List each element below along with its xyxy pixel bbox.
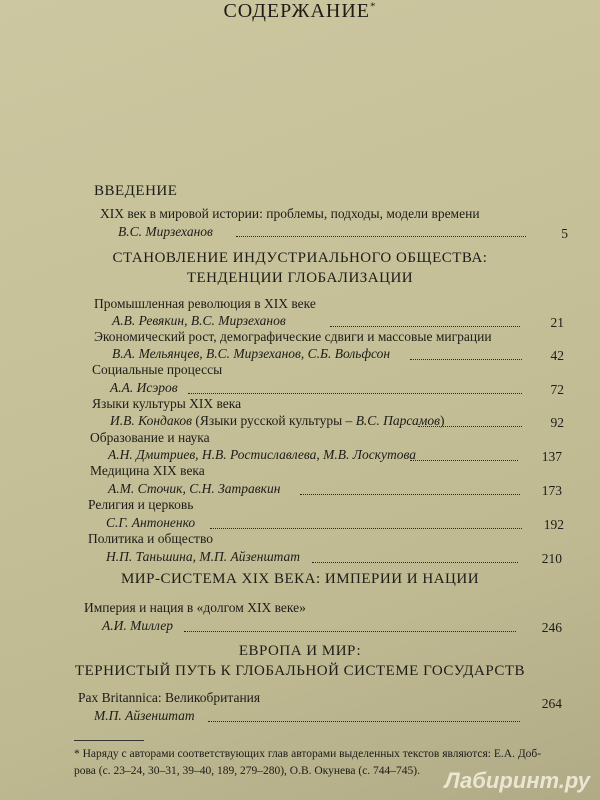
entry-author: А.М. Сточик, С.Н. Затравкин [108,481,281,496]
entry-title: Образование и наука [90,430,210,445]
page-number: 137 [541,449,562,464]
entry-author: И.В. Кондаков (Языки русской культуры – В.С. Парсамов) [110,413,445,428]
page-number: 92 [550,415,564,430]
section-heading-industrial-1: СТАНОВЛЕНИЕ ИНДУСТРИАЛЬНОГО ОБЩЕСТВА: [112,250,488,266]
entry-author: А.Н. Дмитриев, Н.В. Ростиславлева, М.В. Лоскутова [108,447,417,462]
leader-dots [184,631,516,632]
entry-title: Медицина XIX века [90,463,205,478]
section-heading-intro: ВВЕДЕНИЕ [94,183,178,199]
entry-title: Социальные процессы [92,362,223,377]
footnote-rule [74,740,144,741]
section-heading-industrial-2: ТЕНДЕНЦИИ ГЛОБАЛИЗАЦИИ [186,270,414,286]
footnote-line-1: * Наряду с авторами соответствующих глав авторами выделенных текстов являются: Е.А. Доб- [74,748,542,760]
entry-title-world-system: Империя и нация в «долгом XIX веке» [84,600,306,615]
leader-dots [418,426,522,427]
page-number: 192 [543,517,564,532]
page-number: 210 [541,551,562,566]
entry-author: А.А. Исэров [110,380,178,395]
page-number-europe: 264 [541,696,562,711]
entry-title: Религия и церковь [88,497,194,512]
leader-dots [208,721,520,722]
leader-dots [188,393,522,394]
leader-dots [312,562,518,563]
page-number: 173 [541,483,562,498]
leader-dots [410,359,522,360]
entry-title: Экономический рост, демографические сдвиги и массовые миграции [94,329,492,344]
page-number: 42 [550,348,564,363]
entry-author-europe: М.П. Айзенштат [94,708,195,723]
entry-author: С.Г. Антоненко [106,515,196,530]
page-number-intro: 5 [561,226,568,241]
entry-author: Н.П. Таньшина, М.П. Айзенштат [106,549,301,564]
entry-title-europe: Pax Britannica: Великобритания [78,690,261,705]
leader-dots [236,236,526,237]
leader-dots [410,460,518,461]
page-number: 72 [550,382,564,397]
leader-dots [330,326,520,327]
leader-dots [210,528,522,529]
entry-author: А.В. Ревякин, В.С. Мирзеханов [112,313,286,328]
section-heading-europe-1: ЕВРОПА И МИР: [238,643,362,659]
section-heading-world-system: МИР-СИСТЕМА XIX ВЕКА: ИМПЕРИИ И НАЦИИ [120,571,480,587]
watermark-logo: Лабиринт.ру [444,768,590,793]
entry-author-world-system: А.И. Миллер [102,618,173,633]
leader-dots [300,494,520,495]
entry-title: Политика и общество [88,531,213,546]
entry-title-intro: XIX век в мировой истории: проблемы, подходы, модели времени [100,206,480,221]
entry-author: В.А. Мельянцев, В.С. Мирзеханов, С.Б. Вольфсон [112,346,391,361]
entry-title: Промышленная революция в XIX веке [94,296,316,311]
entry-author-intro: В.С. Мирзеханов [118,224,213,239]
section-heading-europe-2: ТЕРНИСТЫЙ ПУТЬ К ГЛОБАЛЬНОЙ СИСТЕМЕ ГОСУДАРСТВ [74,663,526,679]
entry-title: Языки культуры XIX века [92,396,242,411]
page-number-world-system: 246 [541,620,562,635]
page-number: 21 [550,315,564,330]
page-title: СОДЕРЖАНИЕ* [223,0,377,22]
footnote-line-2: рова (с. 23–24, 30–31, 39–40, 189, 279–280), О.В. Окунева (с. 744–745). [74,765,421,777]
